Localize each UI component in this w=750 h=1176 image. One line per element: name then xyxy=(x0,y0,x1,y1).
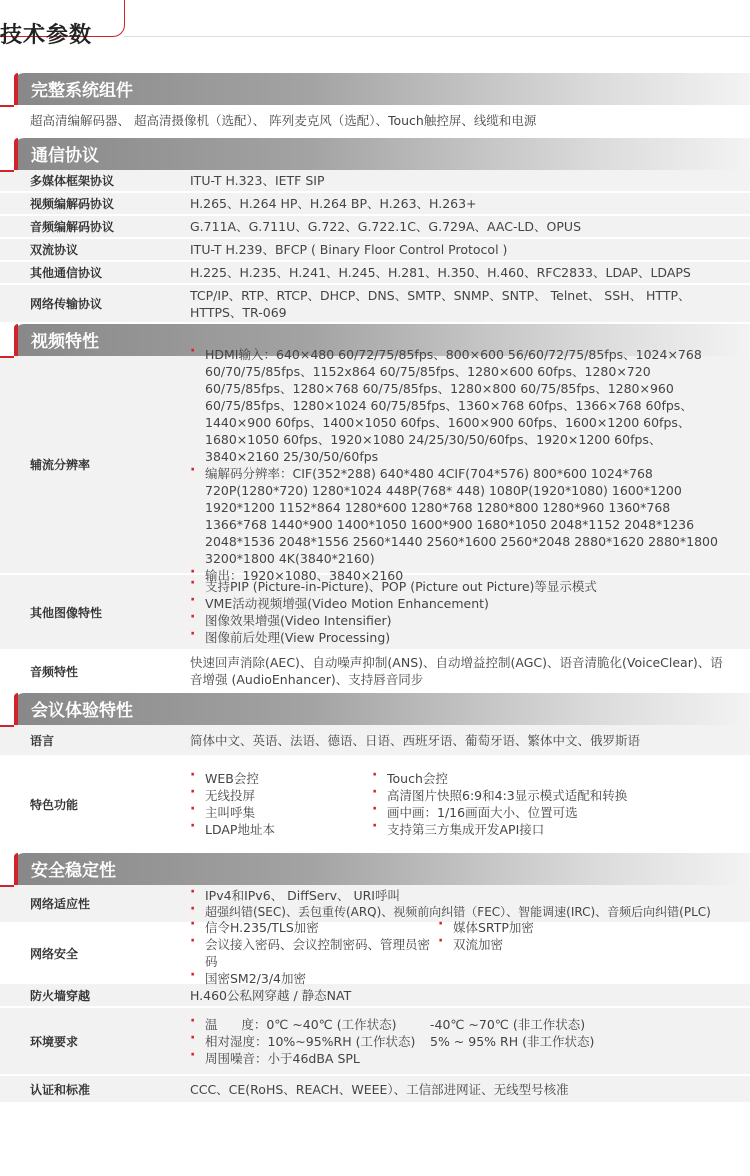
table-row-audio xyxy=(0,651,750,693)
row-value: H.265、H.264 HP、H.264 BP、H.263、H.263+ xyxy=(190,196,477,211)
row-value: ITU-T H.323、IETF SIP xyxy=(190,173,325,188)
table-row xyxy=(0,216,750,239)
table-row-firewall xyxy=(0,984,750,1008)
list-item: · HDMI输入：640×480 60/72/75/85fps、800×600 56/60/72/75/85fps、1024×768 60/70/75/85fps、1152x864 60/75/85fps、1280×600 60fps、1280×720 60/75/85fps、1280×768 60/75/85fps、1280×800 60/75/85fps、1280×960 60/75/85fps、1280×1024 60/75/85fps、1360×768 60fps、1366×768 60fps、1440×900 60fps、1400×1050 60fps、1600×900 60fps、1600×1200 60fps、1680×1050 60fps、1920×1080 24/25/30/50/60fps、1920×1200 60fps、3840×2160 25/30/50/60fps xyxy=(190,346,726,465)
list-item: · 超强纠错(SEC)、丢包重传(ARQ)、视频前向纠错（FEC）、智能调速(IRC)、音频后向纠错(PLC) xyxy=(190,904,744,921)
table-row xyxy=(0,193,750,216)
row-value: CCC、CE(RoHS、REACH、WEEE）、工信部进网证、无线型号核准 xyxy=(190,1081,569,1097)
list-item: · 相对湿度：10%~95%RH (工作状态) xyxy=(190,1033,430,1050)
row-label: 辅流分辨率 xyxy=(30,458,91,472)
env-nonworking-temp: -40℃ ~70℃ (非工作状态) xyxy=(430,1016,586,1032)
section-title: 会议体验特性 xyxy=(31,701,133,721)
table-row-image-features xyxy=(0,575,750,651)
system-components-text: 超高清编解码器、 超高清摄像机（选配）、 阵列麦克风（选配）、Touch触控屏、线缆和电源 xyxy=(0,105,750,138)
list-item: · Touch会控 xyxy=(372,770,627,787)
row-value: H.225、H.235、H.241、H.245、H.281、H.350、H.460、RFC2833、LDAP、LDAPS xyxy=(190,265,691,280)
list-item: · 图像前后处理(View Processing) xyxy=(190,629,726,646)
list-item: · 温 度：0℃ ~40℃ (工作状态) xyxy=(190,1016,430,1033)
list-item: · 支持第三方集成开发API接口 xyxy=(372,821,627,838)
row-label: 网络传输协议 xyxy=(30,297,103,311)
row-label: 防火墙穿越 xyxy=(30,988,91,1003)
row-label: 音频编解码协议 xyxy=(30,220,115,234)
row-value: TCP/IP、RTP、RTCP、DHCP、DNS、SMTP、SNMP、SNTP、 Telnet、 SSH、 HTTP、 HTTPS、TR-069 xyxy=(190,287,691,320)
row-label: 音频特性 xyxy=(30,664,79,679)
table-row-certification xyxy=(0,1076,750,1104)
list-item: · 输出：1920×1080、3840×2160 xyxy=(190,567,726,584)
table-row xyxy=(0,239,750,262)
row-value: 简体中文、英语、法语、德语、日语、西班牙语、葡萄牙语、繁体中文、俄罗斯语 xyxy=(190,732,641,748)
row-value xyxy=(175,916,750,990)
list-item: · IPv4和IPv6、 DiffServ、 URI呼叫 xyxy=(190,887,744,904)
table-row-environment xyxy=(0,1008,750,1076)
row-value xyxy=(175,343,750,587)
row-value xyxy=(175,767,750,841)
row-value xyxy=(175,1013,750,1070)
section-title: 通信协议 xyxy=(31,146,99,166)
section-title: 安全稳定性 xyxy=(31,861,116,881)
table-row-features xyxy=(0,757,750,853)
row-label: 特色功能 xyxy=(30,797,79,812)
table-row-language xyxy=(0,725,750,757)
list-item: · 会议接入密码、会议控制密码、管理员密码 xyxy=(190,936,438,970)
section-header-security xyxy=(14,853,750,885)
list-item: · 图像效果增强(Video Intensifier) xyxy=(190,612,726,629)
spec-content xyxy=(0,73,750,1104)
table-row xyxy=(0,262,750,285)
row-label: 网络适应性 xyxy=(30,897,91,911)
row-value: ITU-T H.239、BFCP ( Binary Floor Control Protocol ) xyxy=(190,242,508,257)
table-row-aux-resolution xyxy=(0,346,750,583)
row-value xyxy=(175,575,750,649)
env-nonworking-humidity: 5% ~ 95% RH (非工作状态) xyxy=(430,1033,595,1049)
table-row-network-security xyxy=(0,920,750,986)
list-item: · WEB会控 xyxy=(190,770,372,787)
row-label: 认证和标准 xyxy=(30,1082,91,1097)
section-header-meeting xyxy=(14,693,750,725)
list-item: · 主叫呼集 xyxy=(190,804,372,821)
section-header-system xyxy=(14,73,750,105)
list-item: · 周围噪音：小于46dBA SPL xyxy=(190,1050,430,1067)
list-item: · VME活动视频增强(Video Motion Enhancement) xyxy=(190,595,726,612)
row-label: 其他通信协议 xyxy=(30,266,103,280)
row-label: 环境要求 xyxy=(30,1034,79,1049)
row-value: G.711A、G.711U、G.722、G.722.1C、G.729A、AAC-LD、OPUS xyxy=(190,219,582,234)
table-row xyxy=(0,285,750,324)
row-label: 语言 xyxy=(30,733,55,748)
row-value: H.460公私网穿越 / 静态NAT xyxy=(190,987,352,1003)
list-item: · 媒体SRTP加密 xyxy=(438,919,534,936)
section-title: 视频特性 xyxy=(31,332,99,352)
list-item: · 无线投屏 xyxy=(190,787,372,804)
row-value xyxy=(175,884,750,924)
row-label: 网络安全 xyxy=(30,946,79,961)
section-title: 完整系统组件 xyxy=(31,81,133,101)
list-item: · 国密SM2/3/4加密 xyxy=(190,970,438,987)
list-item: · 双流加密 xyxy=(438,936,534,953)
row-label: 双流协议 xyxy=(30,243,79,257)
list-item: · 画中画：1/16画面大小、位置可选 xyxy=(372,804,627,821)
list-item: · 支持PIP (Picture-in-Picture)、POP (Picture out Picture)等显示模式 xyxy=(190,578,726,595)
list-item: · 高清图片快照6:9和4:3显示模式适配和转换 xyxy=(372,787,627,804)
row-value: 快速回声消除(AEC)、自动噪声抑制(ANS)、自动增益控制(AGC)、语音清脆化(VoiceClear)、语音增强 (AudioEnhancer)、支持唇音同步 xyxy=(190,655,723,687)
row-label: 其他图像特性 xyxy=(30,605,103,620)
title-rule xyxy=(124,36,750,37)
list-item: · 信令H.235/TLS加密 xyxy=(190,919,438,936)
list-item: · LDAP地址本 xyxy=(190,821,372,838)
row-label: 多媒体框架协议 xyxy=(30,174,115,188)
page-title: 技术参数 xyxy=(0,23,93,48)
row-label: 视频编解码协议 xyxy=(30,197,115,211)
table-row xyxy=(0,170,750,193)
section-header-protocol xyxy=(14,138,750,170)
list-item: · 编解码分辨率：CIF(352*288) 640*480 4CIF(704*576) 800*600 1024*768 720P(1280*720) 1280*1024 448P(768* 448) 1080P(1920*1080) 1600*1200 1920*1200 1152*864 1280*600 1280*768 1280*800 1280*960 1360*768 1366*768 1440*900 1400*1050 1600*900 1680*1050 2048*1152 2048*1236 2048*1536 2048*1556 2560*1440 2560*1600 2560*2048 2880*1620 2880*1800 3200*1800 4K(3840*2160) xyxy=(190,465,726,567)
